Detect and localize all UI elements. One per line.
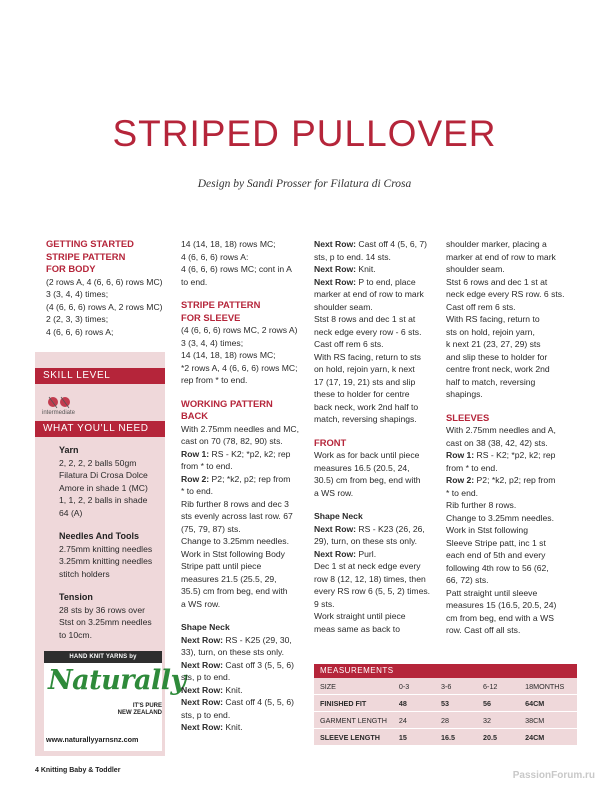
table-cell: 56 [477,695,519,712]
heading-for-body: FOR BODY [46,263,96,274]
table-cell: FINISHED FIT [314,695,393,712]
text-line: sts, p to end. [181,672,231,682]
text-line: measures 16.5 (20.5, 24, [314,462,410,473]
text-line: With 2.75mm needles and MC, [181,423,299,434]
text-line: 66, 72) sts. [446,575,489,585]
text-line: row 8 (12, 12, 18) times, then [314,573,426,584]
text-line: shoulder marker, placing a [446,239,547,249]
heading-back: BACK [181,410,209,421]
text-line: 33), turn, on these sts only. [181,647,285,657]
text-line: to end. [181,276,208,287]
table-cell: 38CM [519,712,577,729]
front-shoulder-instructions [446,238,574,401]
text-line: a WS row. [314,487,354,498]
text-line: Change to 3.25mm needles. [181,536,289,546]
text-line: neck edge every row - 6 sts. [314,326,422,337]
text-line: (4 (6, 6, 6) rows MC, 2 rows A) [181,325,298,335]
table-cell: SLEEVE LENGTH [314,729,393,746]
text-line: 2.75mm knitting needles [59,543,153,554]
text-line: meas same as back to [314,623,400,634]
front-instructions [314,449,440,499]
back-row-2: Row 2: P2; *k2, p2; rep from [181,473,291,484]
text-line: 3 (3, 4, 4) times; [46,289,109,299]
table-cell: GARMENT LENGTH [314,712,393,729]
tools-lines [59,543,163,581]
text-line: *2 rows A, 4 (6, 6, 6) rows MC; [181,362,298,373]
text-line: Change to 3.25mm needles. [446,512,554,523]
back-row-1: Row 1: RS - K2; *p2, k2; rep [181,448,291,459]
text-line: With RS facing, return to sts [314,351,421,362]
text-line: measures 21.5 (25.5, 29, [181,573,277,584]
text-line: 64 (A) [59,507,83,518]
text-line: 4 (6, 6, 6) rows MC; cont in A [181,264,292,274]
text-line: 29), turn, on these sts only. [314,536,418,546]
shape-neck-heading: Shape Neck [181,622,230,632]
materials-list [59,444,163,641]
text-line: Work straight until piece [314,611,406,621]
heading-front: FRONT [314,436,347,448]
column-3: Next Row: Cast off 4 (5, 6, 7) sts, p to end. 14 sts. Next Row: Knit. Next Row: P to end, place marker at end of row to mark shoulder seam. Stst 8 rows and dec 1 st at neck edge every row - 6 sts. Cast off rem 6 sts. With RS facing, return to sts on hold, rejoin yarn, k next 17 (17, 19, 21) sts and slip these to holder for centre back neck, work 2nd half to match, reversing shapings. FRONT Work as for back until piece measures 16.5 (20.5, 24, 30.5) cm from beg, end with a WS row. Shape Neck Next Row: RS - K23 (26, 26, 29), turn, on these sts only. Next Row: Purl. Dec 1 st at neck edge every row 8 (12, 12, 18) times, then every RS row 6 (5, 5, 2) times. 9 sts. Work straight until piece meas same as back to [314,238,440,635]
text-line: (2 rows A, 4 (6, 6, 6) rows MC) [46,276,163,287]
text-line: Patt straight until sleeve [446,587,538,598]
naturally-logo: Naturally [48,665,186,696]
text-line: row. Cast off all sts. [446,625,521,635]
text-line: 35.5) cm from beg, end with [181,586,288,596]
text-line: Stst 6 rows and dec 1 st at [446,276,548,287]
text-line: and slip these to holder for [446,351,548,362]
table-cell: 28 [435,712,477,729]
text-line: from * to end. [181,461,233,471]
text-line: back neck, work 2nd half to [314,401,419,412]
advert-tagline: IT'S PURE NEW ZEALAND [117,703,162,716]
what-you-need-heading: WHAT YOU'LL NEED [35,421,165,437]
column-4: shoulder marker, placing a marker at end of row to mark shoulder seam. Stst 6 rows and dec 1 st at neck edge every RS row. 6 sts. Cast off rem 6 sts. With RS facing, return to sts on hold, rejoin yarn, k next 21 (23, 27, 29) sts and slip these to holder for centre front neck, work 2nd half to match, reversing shapings. SLEEVES With 2.75mm needles and A, cast on 38 (38, 42, 42) sts. Row 1: RS - K2; *p2, k2; rep from * to end. Row 2: P2; *k2, p2; rep from * to end. Rib further 8 rows. Change to 3.25mm needles. Work in Stst following Sleeve Stripe patt, inc 1 st each end of 5th and every following 4th row to 56 (62, 66, 72) sts. Patt straight until sleeve measures 15 (16.5, 20.5, 24) cm from beg, end with a WS row. Cast off all sts. [446,238,574,637]
page-footer: 4 Knitting Baby & Toddler [35,767,121,774]
text-line: 4 (6, 6, 6) rows A; [46,326,114,337]
measurements-table [314,664,577,746]
text-line: 2, 2, 2, 2 balls 50gm [59,457,137,468]
column-1 [46,238,178,338]
column-2: 14 (14, 18, 18) rows MC; 4 (6, 6, 6) rows A: 4 (6, 6, 6) rows MC; cont in A to end. STRIPE PATTERN FOR SLEEVE (4 (6, 6, 6) rows MC, 2 rows A) 3 (3, 4, 4) times; 14 (14, 18, 18) rows MC; *2 rows A, 4 (6, 6, 6) rows MC; rep from * to end. WORKING PATTERN BACK With 2.75mm needles and MC, cast on 70 (78, 82, 90) sts. Row 1: RS - K2; *p2, k2; rep from * to end. Row 2: P2; *k2, p2; rep from * to end. Rib further 8 rows and dec 3 sts evenly across last row. 67 (75, 79, 87) sts. Change to 3.25mm needles. Work in Stst following Body Stripe patt until piece measures 21.5 (25.5, 29, 35.5) cm from beg, end with a WS row. Shape Neck Next Row: RS - K25 (29, 30, 33), turn, on these sts only. Next Row: Cast off 3 (5, 5, 6) sts, p to end. Next Row: Knit. Next Row: Cast off 4 (5, 5, 6) sts, p to end. Next Row: Knit. [181,238,309,734]
text-line: shoulder seam. [446,264,505,274]
byline: Design by Sandi Prosser for Filatura di Crosa [197,178,412,190]
advert-url: www.naturallyyarnsnz.com [46,735,139,744]
table-row [314,712,577,729]
front-shape-neck-heading: Shape Neck [314,511,363,521]
measurements-heading: MEASUREMENTS [314,664,577,678]
table-cell: 6-12 [477,678,519,695]
table-row [314,695,577,712]
text-line: to 10cm. [59,629,92,640]
sleeve-instructions [446,487,574,637]
text-line: Work in Stst following Body [181,548,285,559]
table-cell: 48 [393,695,435,712]
text-line: 4 (6, 6, 6) rows A: [181,251,249,262]
heading-sleeves: SLEEVES [446,411,490,423]
text-line: 14 (14, 18, 18) rows MC; [181,239,276,249]
yarn-lines [59,457,163,520]
body-stripe-continued [181,238,309,288]
text-line: 3 (3, 4, 4) times; [181,337,244,348]
text-line: Work as for back until piece [314,450,420,460]
text-line: 28 sts by 36 rows over [59,604,145,615]
text-line: shoulder seam. [314,301,373,312]
table-row [314,729,577,746]
text-line: rep from * to end. [181,375,248,385]
heading-for-sleeve: FOR SLEEVE [181,311,241,323]
text-line: marker at end of row to mark [314,289,424,299]
text-line: Sleeve Stripe patt, inc 1 st [446,537,546,548]
watermark: PassionForum.ru [512,770,595,781]
text-line: Dec 1 st at neck edge every [314,561,421,571]
page-title: STRIPED PULLOVER [112,113,497,154]
text-line: match, reversing shapings. [314,414,417,424]
table-cell: 16.5 [435,729,477,746]
text-line: cast on 70 (78, 82, 90) sts. [181,436,283,446]
heading-stripe-pattern: STRIPE PATTERN [46,250,126,262]
front-neck-instructions [314,560,440,635]
text-line: Work in Stst following [446,525,528,535]
table-cell: 3-6 [435,678,477,695]
text-line: sts evenly across last row. 67 [181,511,293,521]
text-line: Stst on 3.25mm needles [59,617,152,627]
text-line: With 2.75mm needles and A, [446,425,556,435]
text-line: Filatura Di Crosa Dolce [59,470,148,480]
text-line: k next 21 (23, 27, 29) sts [446,339,541,349]
text-line: * to end. [181,486,214,496]
text-line: 1, 1, 2, 2 balls in shade [59,495,148,505]
table-cell: 15 [393,729,435,746]
text-line: stitch holders [59,568,110,579]
heading-stripe-sleeve: STRIPE PATTERN [181,299,261,310]
text-line: on hold, rejoin yarn, k next [314,364,415,374]
text-line: 14 (14, 18, 18) rows MC; [181,350,276,360]
text-line: 30.5) cm from beg, end with [314,475,421,485]
table-cell: 24 [393,712,435,729]
text-line: half to match, reversing [446,376,536,387]
tension-heading: Tension [59,592,93,602]
table-cell: 18MONTHS [519,678,577,695]
text-line: 3.25mm knitting needles [59,556,153,566]
text-line: sts on hold, rejoin yarn, [446,326,535,337]
text-line: these to holder for centre [314,389,410,399]
text-line: sts, p to end. 14 sts. [314,251,391,262]
text-line: (75, 79, 87) sts. [181,523,241,534]
text-line: sts, p to end. [181,709,231,720]
back-neck-instructions [314,288,440,426]
naturally-advert [44,651,186,751]
table-cell: 64CM [519,695,577,712]
text-line: Cast off rem 6 sts. [446,301,516,312]
text-line: neck edge every RS row. 6 sts. [446,289,565,299]
heading-getting-started: GETTING STARTED [46,238,134,249]
text-line: 17 (17, 19, 21) sts and slip [314,376,416,387]
text-line: 9 sts. [314,598,335,609]
text-line: shapings. [446,389,483,399]
needles-heading: Needles And Tools [59,531,140,541]
text-line: 2 (2, 3, 3) times; [46,314,109,324]
heading-working-pattern: WORKING PATTERN [181,397,273,409]
text-line: cast on 38 (38, 42, 42) sts. [446,437,548,448]
text-line: every RS row 6 (5, 5, 2) times. [314,586,431,596]
text-line: a WS row. [181,598,221,609]
skill-level-heading: SKILL LEVEL [35,368,165,384]
sleeve-stripe-lines [181,324,309,387]
table-cell: 0-3 [393,678,435,695]
table-cell: 53 [435,695,477,712]
text-line: (4 (6, 6, 6) rows A, 2 rows MC) [46,301,163,312]
table-cell: 24CM [519,729,577,746]
body-stripe-lines [46,276,178,339]
text-line: Stripe patt until piece [181,561,262,571]
skill-level-label: intermediate [42,410,76,416]
text-line: marker at end of row to mark [446,251,556,262]
advert-strip: HAND KNIT YARNS by [44,651,162,663]
table-cell: SIZE [314,678,393,695]
text-line: * to end. [446,487,479,498]
text-line: from * to end. [446,462,498,473]
text-line: Cast off rem 6 sts. [314,339,384,349]
back-cast-on [181,423,309,448]
text-line: each end of 5th and every [446,550,546,560]
text-line: following 4th row to 56 (62, [446,562,549,573]
table-cell: 32 [477,712,519,729]
table-cell: 20.5 [477,729,519,746]
text-line: Rib further 8 rows. [446,500,517,510]
text-line: Rib further 8 rows and dec 3 [181,498,289,509]
text-line: cm from beg, end with a WS [446,612,554,623]
tension-lines [59,604,163,642]
text-line: measures 15 (16.5, 20.5, 24) [446,600,557,610]
back-instructions [181,485,309,610]
text-line: centre front neck, work 2nd [446,364,550,374]
text-line: Stst 8 rows and dec 1 st at [314,314,416,324]
text-line: With RS facing, return to [446,314,540,324]
text-line: Amore in shade 1 (MC) [59,482,148,493]
yarn-heading: Yarn [59,445,79,455]
table-row [314,678,577,695]
